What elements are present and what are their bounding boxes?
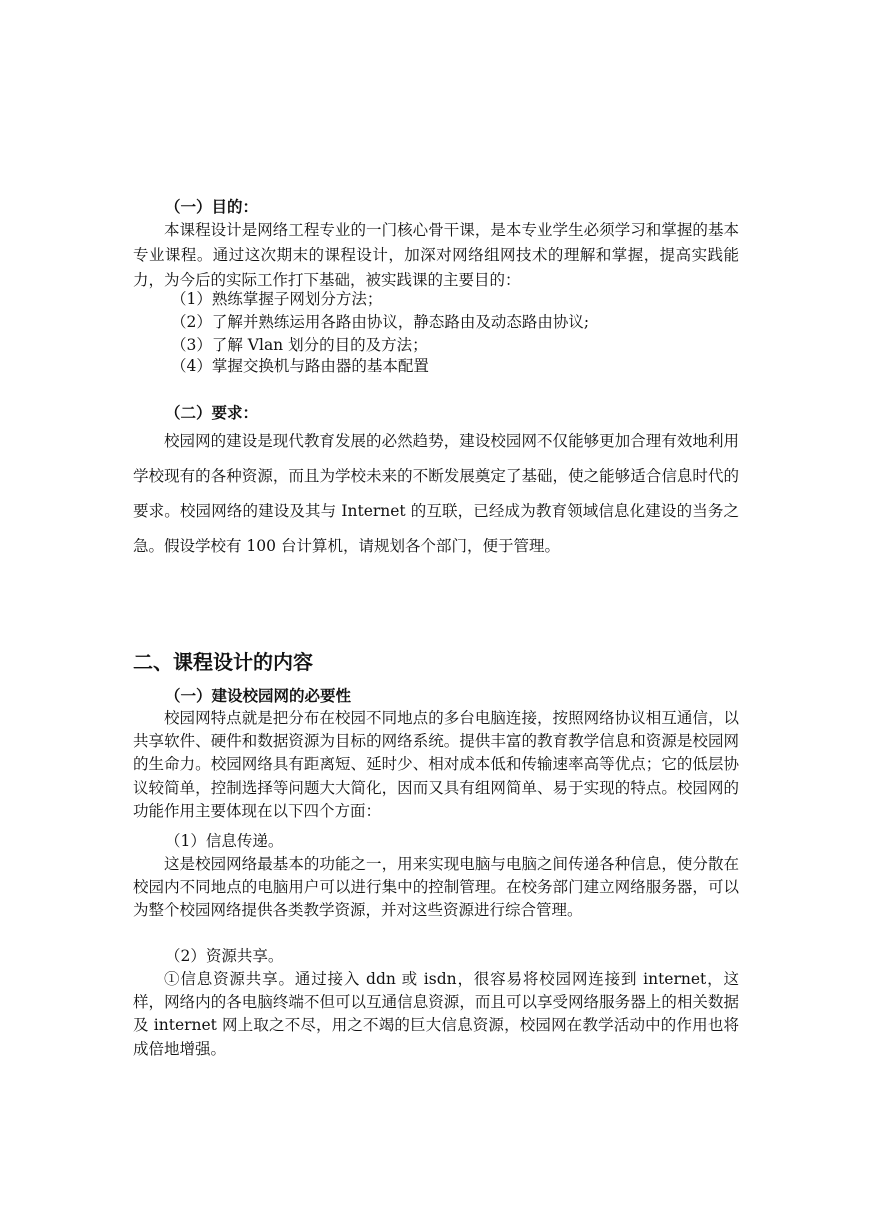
goal-item-3: （3）了解 Vlan 划分的目的及方法； [171, 336, 428, 354]
function-item-2-paragraph: ①信息资源共享。通过接入 ddn 或 isdn，很容易将校园网连接到 internet，这样，网络内的各电脑终端不但可以互通信息资源，而且可以享受网络服务器上的相关数据及 internet 网上取之不尽，用之不竭的巨大信息资源，校园网在教学活动中的作用也将成倍地增强。 [133, 970, 739, 1058]
requirement-heading: （二）要求： [165, 404, 259, 422]
purpose-paragraph: 本课程设计是网络工程专业的一门核心骨干课，是本专业学生必须学习和掌握的基本专业课程。通过这次期末的课程设计，加深对网络组网技术的理解和掌握，提高实践能力，为今后的实际工作打下基础，被实践课的主要目的： [133, 221, 739, 289]
goal-item-4: （4）掌握交换机与路由器的基本配置 [171, 357, 429, 375]
function-item-1-paragraph: 这是校园网络最基本的功能之一，用来实现电脑与电脑之间传递各种信息，使分散在校园内不同地点的电脑用户可以进行集中的控制管理。在校务部门建立网络服务器，可以为整个校园网络提供各类教学资源，并对这些资源进行综合管理。 [133, 855, 739, 920]
goal-item-2: （2）了解并熟练运用各路由协议，静态路由及动态路由协议; [171, 313, 590, 331]
function-item-2-label: （2）资源共享。 [165, 947, 284, 965]
purpose-heading: （一）目的： [165, 198, 259, 216]
goal-item-1: （1）熟练掌握子网划分方法； [171, 290, 383, 308]
section-title: 二、课程设计的内容 [133, 650, 313, 674]
intro-paragraph: 校园网特点就是把分布在校园不同地点的多台电脑连接，按照网络协议相互通信，以共享软件、硬件和数据资源为目标的网络系统。提供丰富的教育教学信息和资源是校园网的生命力。校园网络具有距离短、延时少、相对成本低和传输速率高等优点；它的低层协议较简单，控制选择等问题大大简化，因而又具有组网简单、易于实现的特点。校园网的功能作用主要体现在以下四个方面： [133, 709, 739, 820]
function-item-1-label: （1）信息传递。 [165, 832, 284, 850]
requirement-paragraph: 校园网的建设是现代教育发展的必然趋势，建设校园网不仅能够更加合理有效地利用学校现有的各种资源，而且为学校未来的不断发展奠定了基础，使之能够适合信息时代的要求。校园网络的建设及其与 Internet 的互联，已经成为教育领域信息化建设的当务之急。假设学校有 100 台计算机，请规划各个部门，便于管理。 [133, 432, 739, 555]
subsection-heading: （一）建设校园网的必要性 [165, 687, 352, 705]
